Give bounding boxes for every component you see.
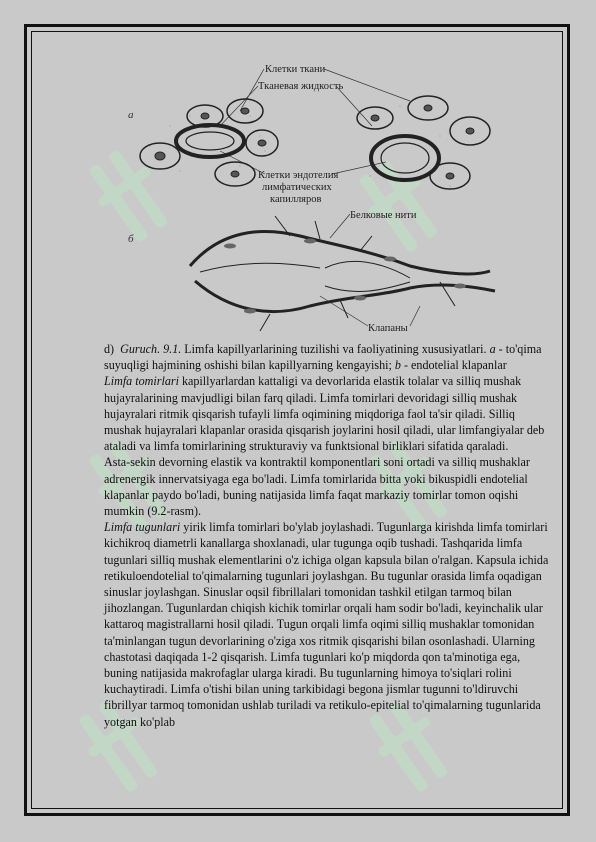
label-valves: Клапаны (368, 323, 408, 334)
label-a: а (128, 109, 134, 121)
caption-prefix: d) (104, 342, 115, 356)
label-protein-threads: Белковые нити (350, 210, 417, 221)
paragraph-lymph-vessels (104, 373, 550, 454)
paragraph-2-text: Asta-sekin devorning elastik va kontraktil komponentlari soni ortadi va silliq mushaklar adrenergik innervatsiyaga ega bo'ladi. Limfa tomirlarida bitta yoki bikuspidli endotelial klapanlar paydo bo'ladi, buning natijasida limfa faqat markaziy tomirlar tomon oqishi mumkin (9.2-rasm). (104, 455, 530, 519)
paragraph-lymph-nodes (104, 519, 550, 730)
label-endothelium-3: капилляров (270, 194, 322, 205)
caption-a-letter: a (489, 342, 496, 356)
label-tissue-fluid: Тканевая жидкость (258, 81, 344, 92)
label-endothelium-2: лимфатических (262, 182, 332, 193)
term-lymph-vessels: Limfa tomirlari (104, 374, 179, 389)
caption-b-letter: b (394, 358, 401, 373)
lymph-capillary-figure (110, 56, 530, 342)
figure-caption (104, 341, 550, 373)
diagram-a-right (357, 96, 490, 189)
caption-a-text: - to'qima suyuqligi hajmining oshishi bilan kapillyarning kengayishi; (104, 342, 542, 373)
caption-figure-ref: Guruch. 9.1. (120, 342, 182, 356)
label-endothelium-1: Клетки эндотелия (258, 170, 339, 181)
paragraph-1-text: kapillyarlardan kattaligi va devorlarida elastik tolalar va silliq mushak hujayralarining mavjudligi bilan farq qiladi. Limfa tomirlari devoridagi silliq mushak hujayralari ritmik qisqarish tufayli limfa oqimining miqdoriga faol ta'sir qiladi. Silliq mushak hujayralari klapanlar orasida qisqarish joylarini hosil qiladi, ular limfangiyalar deb ataladi va limfa tomirlarining strukturaviy va funktsional birliklari sifatida qaraladi. (104, 374, 545, 454)
caption-title: Limfa kapillyarlarining tuzilishi va faoliyatining xususiyatlari. (181, 342, 487, 356)
document-body (104, 341, 550, 730)
term-lymph-nodes: Limfa tugunlari (104, 520, 181, 535)
label-cells-tissue: Клетки ткани (265, 64, 326, 75)
paragraph-wall-components (104, 454, 550, 519)
diagram-b-capillary (190, 216, 495, 331)
figure-illustration (110, 56, 530, 342)
label-b: б (128, 233, 134, 245)
caption-b-text: - endotelial klapanlar (400, 358, 507, 373)
paragraph-3-text: yirik limfa tomirlari bo'ylab joylashadi. Tugunlarga kirishda limfa tomirlari kichikroq diametrli kanallarga shoxlanadi, ular tugunga oqib tushadi. Tashqarida limfa tugunlari silliq mushak elementlarini o'z ichiga olgan kapsula bilan o'ralgan. Kapsula ichida retikuloendotelial to'qimalarning tugunlari joylashgan. Bu tugunlar orasida limfa oqadigan sinuslar joylashgan. Sinuslar oqsil fibrillalari tomonidan tashkil etilgan tarmoq bilan jihozlangan. Tugunlardan chiqish kichik tomirlar orqali ham sodir bo'ladi, keyinchalik ular kattaroq magistrallarni hosil qiladi. Tugun orqali limfa oqimi silliq mushaklar tomonidan ta'minlangan tugun devorlarining o'ziga xos ritmik qisqarishi bilan osonlashadi. Ularning chastotasi daqiqada 1-2 qisqarish. Limfa tugunlari ko'p miqdorda qon ta'minotiga ega, buning natijasida makrofaglar ularga kiradi. Bu tugunlarning himoya to'siqlari rolini kuchaytiradi. Limfa o'tishi bilan uning tarkibidagi begona jismlar tugunni to'ldiruvchi fibrillyar tarmoq tomonidan ushlab turiladi va retikulo-epitelial to'qimalarning tugunlarida yotgan ko'plab (104, 520, 549, 729)
